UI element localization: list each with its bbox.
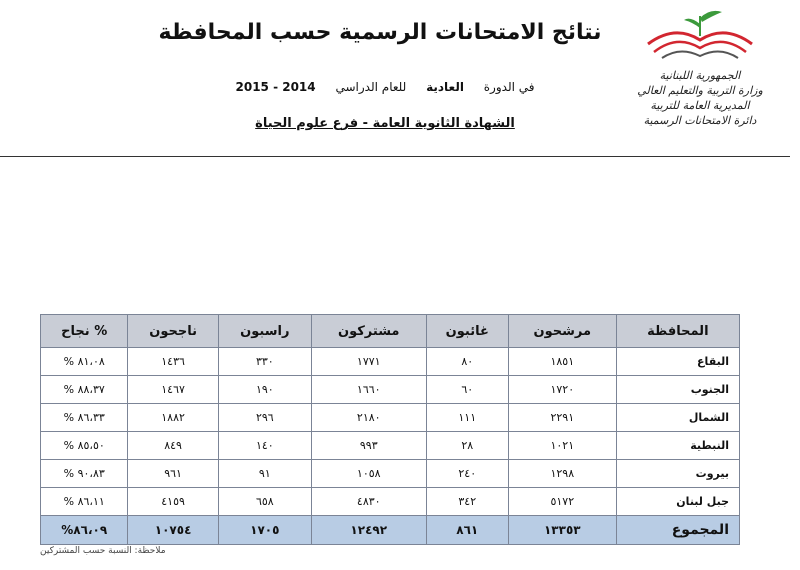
cell-candidates: ١٨٥١ xyxy=(508,348,616,376)
cell-participants: ٢١٨٠ xyxy=(311,404,426,432)
cell-failed: ١٤٠ xyxy=(218,432,311,460)
ministry-line: المديرية العامة للتربية xyxy=(650,99,750,112)
cell-governorate: الشمال xyxy=(616,404,739,432)
cell-failed: ١٩٠ xyxy=(218,376,311,404)
total-failed: ١٧٠٥ xyxy=(218,516,311,545)
cell-absent: ٨٠ xyxy=(426,348,508,376)
total-row xyxy=(41,516,740,545)
header-divider xyxy=(0,156,790,157)
session-prefix: في الدورة xyxy=(483,80,535,94)
cell-failed: ٣٣٠ xyxy=(218,348,311,376)
total-absent: ٨٦١ xyxy=(426,516,508,545)
cell-failed: ٢٩٦ xyxy=(218,404,311,432)
cell-candidates: ١٧٢٠ xyxy=(508,376,616,404)
academic-year: 2015 - 2014 xyxy=(235,80,316,94)
ministry-logo-icon xyxy=(640,6,760,64)
cell-candidates: ١٢٩٨ xyxy=(508,460,616,488)
cell-candidates: ١٠٢١ xyxy=(508,432,616,460)
total-candidates: ١٣٣٥٣ xyxy=(508,516,616,545)
page-title: نتائج الامتحانات الرسمية حسب المحافظة xyxy=(158,20,602,45)
table-row xyxy=(41,348,740,376)
table-row xyxy=(41,432,740,460)
cell-governorate: بيروت xyxy=(616,460,739,488)
session-line xyxy=(210,80,560,94)
cell-pass-rate: ٩٠،٨٣ % xyxy=(41,460,128,488)
total-pass-rate: ٨٦،٠٩% xyxy=(41,516,128,545)
cell-participants: ١٧٧١ xyxy=(311,348,426,376)
cell-failed: ٩١ xyxy=(218,460,311,488)
cell-passed: ١٤٣٦ xyxy=(128,348,218,376)
cell-participants: ٤٨٣٠ xyxy=(311,488,426,516)
cell-passed: ٩٦١ xyxy=(128,460,218,488)
col-header-participants: مشتركون xyxy=(311,315,426,348)
year-label: للعام الدراسي xyxy=(335,80,407,94)
footnote: ملاحظة: النسبة حسب المشتركين xyxy=(40,546,166,556)
table-row xyxy=(41,376,740,404)
cell-pass-rate: ٨٦،١١ % xyxy=(41,488,128,516)
col-header-pass-rate: % نجاح xyxy=(41,315,128,348)
cell-failed: ٦٥٨ xyxy=(218,488,311,516)
cell-absent: ٢٤٠ xyxy=(426,460,508,488)
cell-absent: ٢٨ xyxy=(426,432,508,460)
session-type: العادية xyxy=(426,80,464,94)
cell-governorate: البقاع xyxy=(616,348,739,376)
cell-absent: ٣٤٢ xyxy=(426,488,508,516)
cell-pass-rate: ٨١،٠٨ % xyxy=(41,348,128,376)
cell-participants: ١٠٥٨ xyxy=(311,460,426,488)
cell-absent: ٦٠ xyxy=(426,376,508,404)
col-header-governorate: المحافظة xyxy=(616,315,739,348)
cell-passed: ١٤٦٧ xyxy=(128,376,218,404)
cell-governorate: النبطية xyxy=(616,432,739,460)
cell-absent: ١١١ xyxy=(426,404,508,432)
table-row xyxy=(41,488,740,516)
table-row xyxy=(41,404,740,432)
cell-participants: ١٦٦٠ xyxy=(311,376,426,404)
ministry-line: دائرة الامتحانات الرسمية xyxy=(643,114,757,127)
total-label: المجموع xyxy=(616,516,739,545)
ministry-line: وزارة التربية والتعليم العالي xyxy=(637,84,763,97)
cell-passed: ٤١٥٩ xyxy=(128,488,218,516)
cell-passed: ٨٤٩ xyxy=(128,432,218,460)
col-header-failed: راسبون xyxy=(218,315,311,348)
total-participants: ١٢٤٩٢ xyxy=(311,516,426,545)
col-header-passed: ناجحون xyxy=(128,315,218,348)
ministry-line: الجمهورية اللبنانية xyxy=(659,69,741,82)
cell-passed: ١٨٨٢ xyxy=(128,404,218,432)
table-header-row xyxy=(41,315,740,348)
total-passed: ١٠٧٥٤ xyxy=(128,516,218,545)
cell-governorate: الجنوب xyxy=(616,376,739,404)
table-row xyxy=(41,460,740,488)
cell-governorate: جبل لبنان xyxy=(616,488,739,516)
results-table xyxy=(40,314,740,545)
cell-pass-rate: ٨٥،٥٠ % xyxy=(41,432,128,460)
col-header-candidates: مرشحون xyxy=(508,315,616,348)
cell-candidates: ٥١٧٢ xyxy=(508,488,616,516)
certificate-title: الشهادة الثانوية العامة - فرع علوم الحياة xyxy=(255,116,515,131)
cell-pass-rate: ٨٦،٣٣ % xyxy=(41,404,128,432)
cell-candidates: ٢٢٩١ xyxy=(508,404,616,432)
col-header-absent: غائبون xyxy=(426,315,508,348)
cell-participants: ٩٩٣ xyxy=(311,432,426,460)
ministry-block xyxy=(630,68,770,128)
cell-pass-rate: ٨٨،٣٧ % xyxy=(41,376,128,404)
